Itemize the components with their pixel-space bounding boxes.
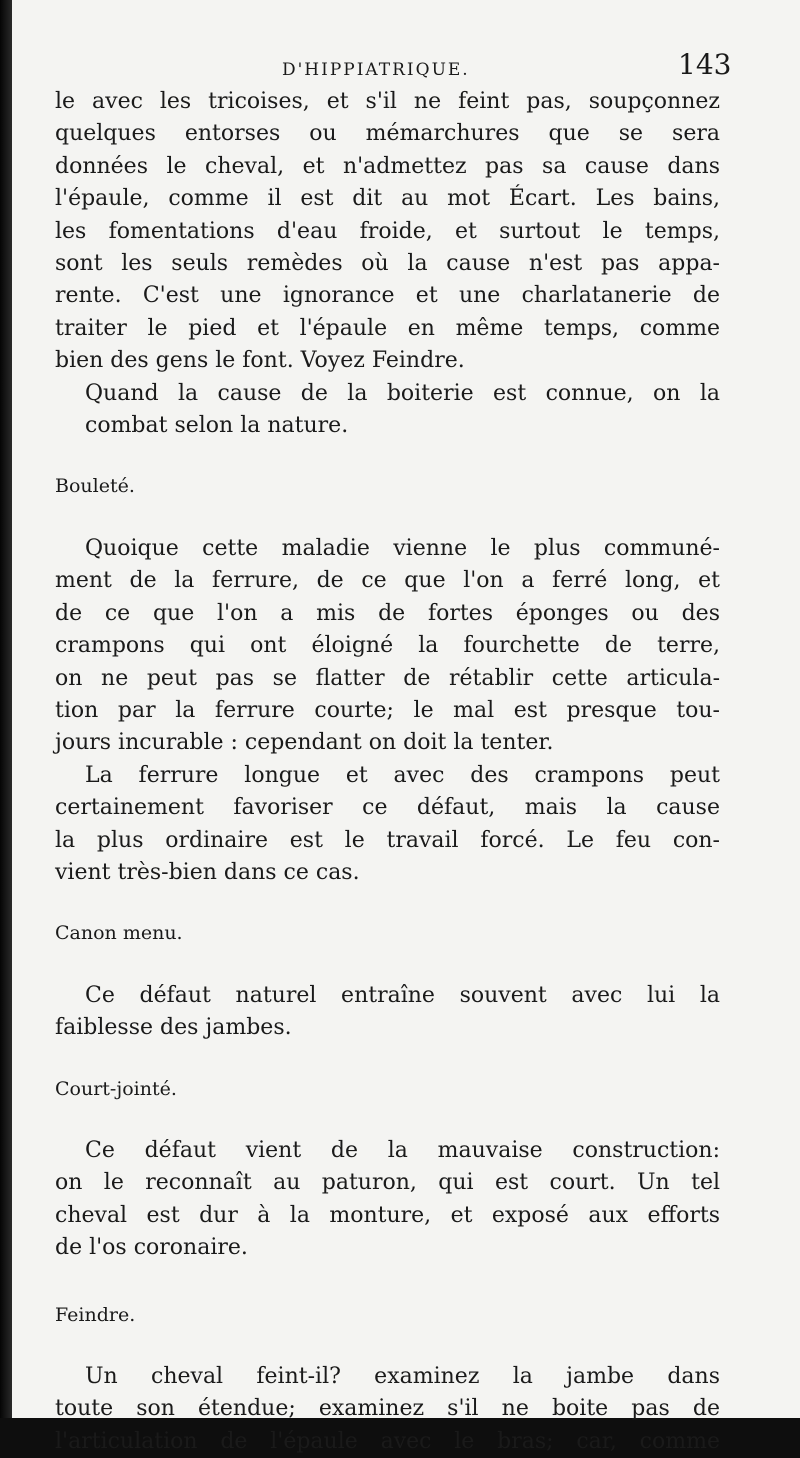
text-line: Ce défaut vient de la mauvaise construction:	[85, 1137, 720, 1163]
section-heading-feindre: Feindre.	[55, 1303, 136, 1326]
paragraph	[55, 378, 720, 443]
paragraph	[55, 1361, 720, 1458]
text-line: rente. C'est une ignorance et une charlatanerie de	[55, 283, 720, 309]
text-line: traiter le pied et l'épaule en même temps, comme	[55, 315, 720, 341]
section-heading-court-jointe: Court-jointé.	[55, 1077, 177, 1100]
book-page	[12, 0, 800, 1454]
text-line: la plus ordinaire est le travail forcé. Le feu con-	[55, 827, 720, 853]
text-line: on le reconnaît au paturon, qui est court. Un tel	[55, 1170, 720, 1196]
text-line: faiblesse des jambes.	[55, 1015, 292, 1041]
page-body	[55, 86, 720, 1458]
text-line: quelques entorses ou mémarchures que se sera	[55, 121, 720, 147]
running-head: D'HIPPIATRIQUE.	[282, 60, 470, 80]
text-line: tion par la ferrure courte; le mal est presque tou-	[55, 697, 720, 723]
paragraph	[55, 980, 720, 1045]
text-line: données le cheval, et n'admettez pas sa cause dans	[55, 153, 720, 179]
text-line: Quand la cause de la boiterie est connue, on la	[85, 380, 720, 406]
text-line: combat selon la nature.	[85, 413, 349, 439]
paragraph	[55, 760, 720, 890]
paragraph	[55, 533, 720, 760]
page-edge-shadow	[0, 0, 12, 1418]
text-line: certainement favoriser ce défaut, mais la cause	[55, 795, 720, 821]
text-line: l'épaule, comme il est dit au mot Écart. Les bains,	[55, 186, 720, 212]
text-line: Un cheval feint-il? examinez la jambe dans	[85, 1364, 720, 1389]
text-line: ment de la ferrure, de ce que l'on a ferré long, et	[55, 568, 720, 594]
text-line: l'articulation de l'épaule avec le bras; car, comme	[55, 1428, 720, 1454]
paragraph	[55, 1135, 720, 1265]
section-heading-canon-menu: Canon menu.	[55, 922, 183, 945]
text-line: le avec les tricoises, et s'il ne feint pas, soupçonnez	[55, 89, 720, 114]
text-line: jours incurable : cependant on doit la tenter.	[55, 730, 554, 756]
text-line: de ce que l'on a mis de fortes éponges ou des	[55, 600, 720, 626]
text-line: vient très-bien dans ce cas.	[55, 859, 360, 885]
paragraph-continued	[55, 86, 720, 378]
text-line: Quoique cette maladie vienne le plus communé-	[85, 535, 720, 561]
text-line: Ce défaut naturel entraîne souvent avec lui la	[85, 982, 720, 1008]
text-line: de l'os coronaire.	[55, 1235, 248, 1261]
text-line: les fomentations d'eau froide, et surtout le temps,	[55, 218, 720, 244]
page-header	[12, 48, 800, 88]
text-line: La ferrure longue et avec des crampons peut	[85, 762, 720, 788]
text-line: bien des gens le font. Voyez Feindre.	[55, 348, 465, 374]
text-line: cheval est dur à la monture, et exposé aux efforts	[55, 1202, 720, 1228]
section-heading-boulete: Bouleté.	[55, 475, 135, 498]
text-line: sont les seuls remèdes où la cause n'est pas appa-	[55, 251, 720, 277]
text-line: on ne peut pas se flatter de rétablir cette articula-	[55, 665, 720, 691]
page-number: 143	[678, 48, 732, 81]
text-line: crampons qui ont éloigné la fourchette de terre,	[55, 633, 720, 659]
text-line: toute son étendue; examinez s'il ne boite pas de	[55, 1396, 720, 1422]
